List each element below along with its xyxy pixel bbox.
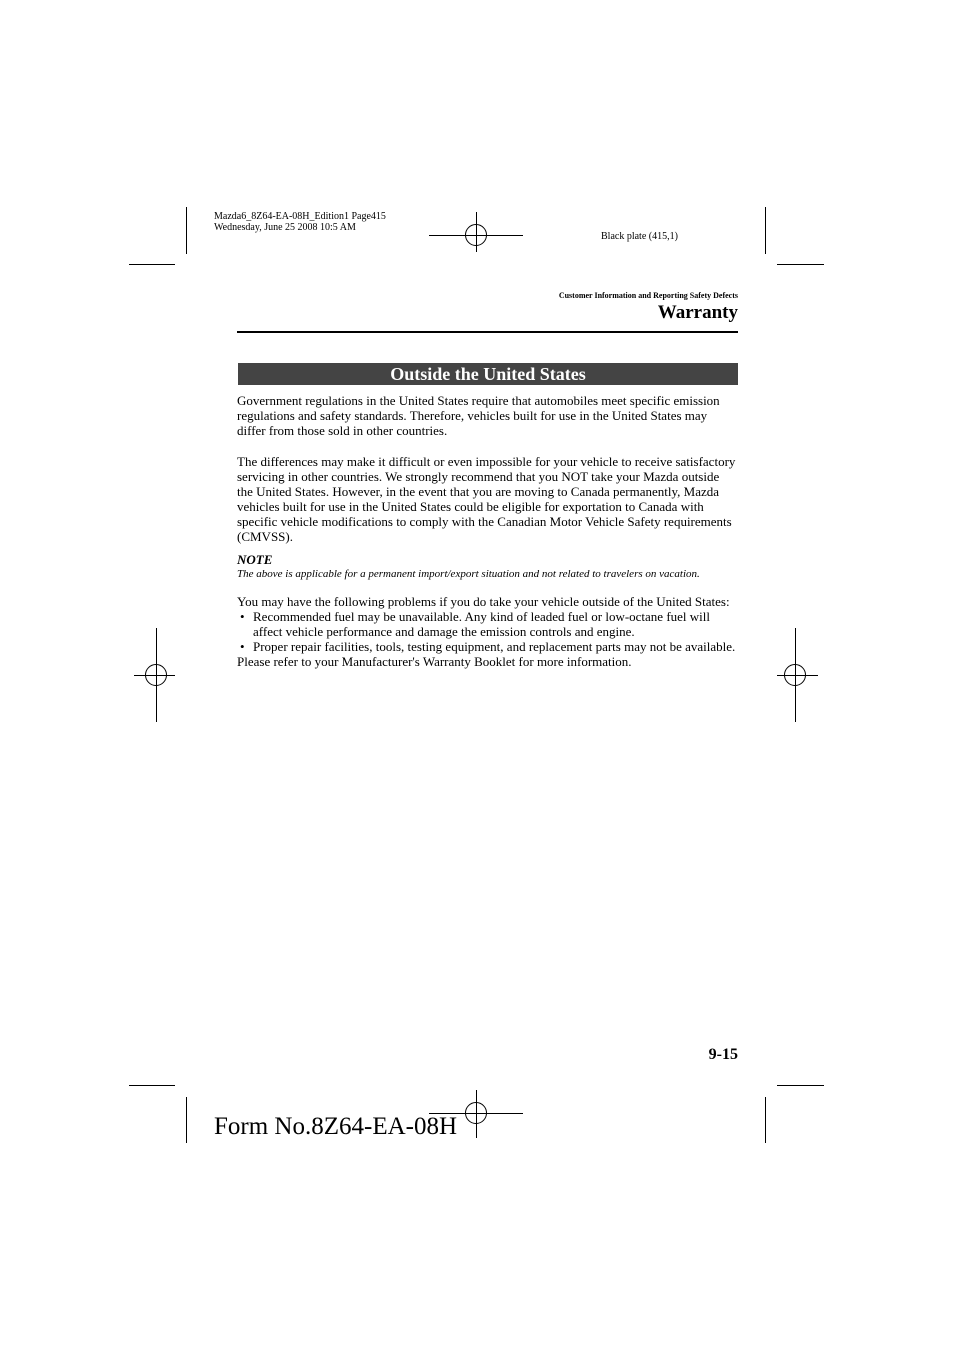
note-text: The above is applicable for a permanent import/export situation and not related to travelers on vacation. bbox=[237, 568, 700, 580]
crop-mark-bottom-left-vertical bbox=[186, 1097, 187, 1143]
list-item bbox=[237, 609, 738, 639]
form-number: Form No.8Z64-EA-08H bbox=[214, 1113, 458, 1140]
paragraph-differences: The differences may make it difficult or even impossible for your vehicle to receive satisfactory servicing in other countries. We strongly recommend that you NOT take your Mazda outside the United States. However, in the event that you are moving to Canada permanently, Mazda vehicles built for use in the United States could be eligible for exportation to Canada with specific vehicle modifications to comply with the Canadian Motor Vehicle Safety requirements (CMVSS). bbox=[237, 454, 736, 544]
bullet-icon: • bbox=[240, 609, 245, 624]
chapter-label: Customer Information and Reporting Safety Defects bbox=[558, 291, 738, 300]
crop-mark-top-left-vertical bbox=[186, 207, 187, 254]
crop-mark-top-right-horizontal bbox=[777, 264, 824, 265]
problem-list bbox=[237, 609, 738, 654]
print-job-line-2: Wednesday, June 25 2008 10:5 AM bbox=[214, 222, 356, 233]
print-job-info bbox=[214, 211, 386, 233]
list-item bbox=[237, 639, 738, 654]
section-title: Warranty bbox=[657, 302, 738, 323]
list-item-text: Proper repair facilities, tools, testing equipment, and replacement parts may not be available. bbox=[253, 639, 736, 654]
paragraph-regulations: Government regulations in the United States require that automobiles meet specific emission regulations and safety standards. Therefore, vehicles built for use in the United States may differ from those sold in other countries. bbox=[237, 393, 720, 438]
paragraph-refer: Please refer to your Manufacturer's Warranty Booklet for more information. bbox=[237, 654, 632, 669]
print-job-line-1: Mazda6_8Z64-EA-08H_Edition1 Page415 bbox=[214, 211, 386, 222]
plate-info: Black plate (415,1) bbox=[601, 231, 678, 242]
list-item-text: Recommended fuel may be unavailable. Any kind of leaded fuel or low-octane fuel will affect vehicle performance and damage the emission controls and engine. bbox=[253, 609, 711, 639]
topic-banner: Outside the United States bbox=[238, 363, 738, 385]
crop-mark-bottom-right-vertical bbox=[765, 1097, 766, 1143]
paragraph-problems: You may have the following problems if you do take your vehicle outside of the United States: bbox=[237, 594, 730, 609]
page-number: 9-15 bbox=[708, 1046, 738, 1063]
note-heading: NOTE bbox=[237, 552, 273, 567]
crop-mark-bottom-left-horizontal bbox=[129, 1085, 175, 1086]
crop-mark-bottom-right-horizontal bbox=[777, 1085, 824, 1086]
bullet-icon: • bbox=[240, 639, 245, 654]
crop-mark-top-right-vertical bbox=[765, 207, 766, 254]
body-content bbox=[237, 393, 738, 669]
header-rule bbox=[237, 331, 738, 333]
crop-mark-top-left-horizontal bbox=[129, 264, 175, 265]
